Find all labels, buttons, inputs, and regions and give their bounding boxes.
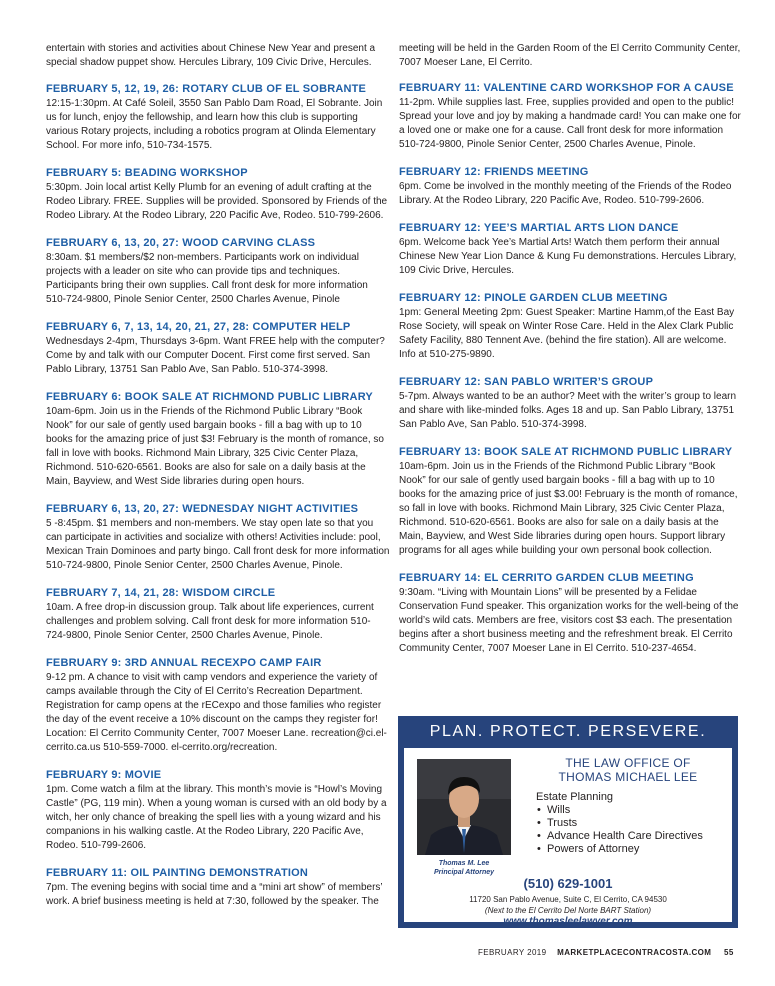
event-title: FEBRUARY 13: BOOK SALE AT RICHMOND PUBLIC LIBRARY: [399, 446, 733, 458]
event-title: FEBRUARY 11: VALENTINE CARD WORKSHOP FOR A CAUSE: [399, 82, 734, 94]
event-item: [46, 82, 390, 153]
event-description: 5-7pm. Always wanted to be an author? Meet with the writer’s group to learn and share with like-minded folks. Ages 18 and up. San Pablo Library, 13751 San Pablo Ave, San Pablo. 510-374-3998.: [399, 391, 737, 430]
event-item: [399, 291, 743, 362]
event-item: [399, 571, 743, 656]
attorney-photo: [417, 759, 511, 855]
event-title: FEBRUARY 14: EL CERRITO GARDEN CLUB MEETING: [399, 572, 694, 584]
event-item: [399, 375, 743, 432]
services-list: [536, 791, 731, 856]
right-column: [399, 42, 743, 669]
event-title: FEBRUARY 12: YEE’S MARTIAL ARTS LION DANCE: [399, 222, 679, 234]
event-title: FEBRUARY 5, 12, 19, 26: ROTARY CLUB OF EL SOBRANTE: [46, 83, 367, 95]
event-title: FEBRUARY 9: 3RD ANNUAL RECEXPO CAMP FAIR: [46, 657, 322, 669]
attorney-title: Principal Attorney: [433, 869, 495, 876]
event-item: [46, 866, 390, 909]
service-item: • Advance Health Care Directives: [547, 830, 731, 843]
service-item: • Wills: [547, 804, 731, 817]
event-item: [46, 768, 390, 853]
event-item: [399, 445, 743, 558]
event-item: [46, 586, 390, 643]
event-description: Wednesdays 2-4pm, Thursdays 3-6pm. Want FREE help with the computer? Come by and talk with our Computer Docent. First come first served. San Pablo Library, 13751 San Pablo Ave, San Pablo. 510-374-3998.: [46, 336, 385, 375]
event-description: 6pm. Welcome back Yee’s Martial Arts! Watch them perform their annual Chinese New Year Lion Dance & Kung Fu demonstrations. Hercules Library, 109 Civic Drive, Hercules.: [399, 237, 737, 276]
event-description: 1pm: General Meeting 2pm: Guest Speaker: Martine Hamm,of the East Bay Rose Society, will speak on Winter Rose Care. Held in the Alex Clark Public Safety Facility, 880 Tennent Ave. (behind the fire station). All are welcome. Info at 510-275-9890.: [399, 307, 735, 360]
event-description: 5 -8:45pm. $1 members and non-members. We stay open late so that you can participate in activities and socialize with others! Activities include: pool, Mexican Train Dominoes and party bingo. Call front desk for more information 510-724-9800, Pinole Senior Center, 2500 Charles Avenue, Pinole.: [46, 518, 390, 571]
issue-date: FEBRUARY 2019: [478, 948, 547, 957]
continued-text: entertain with stories and activities about Chinese New Year and present a special shadow puppet show. Hercules Library, 109 Civic Drive, Hercules.: [46, 43, 376, 68]
publication-site: MARKETPLACECONTRACOSTA.COM: [557, 948, 712, 957]
event-title: FEBRUARY 6, 13, 20, 27: WOOD CARVING CLASS: [46, 237, 316, 249]
event-item: [46, 166, 390, 223]
event-title: FEBRUARY 9: MOVIE: [46, 769, 162, 781]
phone-number: (510) 629-1001: [523, 876, 613, 891]
event-item: [46, 656, 390, 755]
event-title: FEBRUARY 12: SAN PABLO WRITER’S GROUP: [399, 376, 654, 388]
firm-name-line-1: THE LAW OFFICE OF: [565, 756, 691, 770]
event-description: 9:30am. “Living with Mountain Lions” will be presented by a Felidae Conservation Fund speaker. This organization works for the well-being of the world’s wild cats. Members are free, visitors cost $3 each. The presentation begins after a short business meeting and the refreshment break. El Cerrito Community Center, 7007 Moeser Lane in El Cerrito. 510-237-4654.: [399, 587, 739, 654]
event-title: FEBRUARY 5: BEADING WORKSHOP: [46, 167, 248, 179]
event-item: [399, 221, 743, 278]
event-item: [399, 165, 743, 208]
left-column: [46, 42, 390, 922]
event-item: [46, 320, 390, 377]
office-address: 11720 San Pablo Avenue, Suite C, El Cerrito, CA 94530: [469, 895, 667, 904]
event-item: [46, 236, 390, 307]
continued-text: meeting will be held in the Garden Room of the El Cerrito Community Center, 7007 Moeser Lane, El Cerrito.: [399, 43, 741, 68]
law-office-advertisement: [398, 716, 738, 928]
left-event-list: [46, 82, 390, 909]
event-description: 6pm. Come be involved in the monthly meeting of the Friends of the Rodeo Library. At the Rodeo Library, 220 Pacific Ave, Rodeo. 510-799-2606.: [399, 181, 732, 206]
event-title: FEBRUARY 6, 13, 20, 27: WEDNESDAY NIGHT ACTIVITIES: [46, 503, 359, 515]
event-title: FEBRUARY 7, 14, 21, 28: WISDOM CIRCLE: [46, 587, 276, 599]
service-item: • Powers of Attorney: [547, 843, 731, 856]
event-description: 10am-6pm. Join us in the Friends of the Richmond Public Library “Book Nook” for our sale of gently used bargain books - fill a bag with up to 10 books for the amazing price of just $3! February is the month of romance, so fall in love with books. Richmond Main Library, 325 Civic Center Plaza, Richmond. 510-620-6561. Books are also for sale on a daily basis at the Main, Bayview, and West Side libraries during open hours.: [46, 406, 384, 487]
event-description: 9-12 pm. A chance to visit with camp vendors and experience the variety of camps available through the City of El Cerrito’s Recreation Department. Registration for camp opens at the rECexpo and those families who register the day of the event receive a 10% discount on the camps they register for! Location: El Cerrito Community Center, 7007 Moeser Lane. recreation@ci.el-cerrito.ca.us 510-559-7000. el-cerrito.org/recreation.: [46, 672, 387, 753]
event-title: FEBRUARY 12: PINOLE GARDEN CLUB MEETING: [399, 292, 668, 304]
attorney-portrait-icon: [417, 759, 511, 855]
event-description: 5:30pm. Join local artist Kelly Plumb for an evening of adult crafting at the Rodeo Library. FREE. Supplies will be provided. Sponsored by Friends of the Rodeo Library. At the Rodeo Library, 220 Pacific Ave, Rodeo. 510-799-2606.: [46, 182, 388, 221]
event-title: FEBRUARY 6, 7, 13, 14, 20, 21, 27, 28: COMPUTER HELP: [46, 321, 351, 333]
event-description: 11-2pm. While supplies last. Free, supplies provided and open to the public! Spread your love and joy by making a handmade card! You can make one for a loved one or make one for a cause. Call front desk for more information 510-724-9800, Pinole Senior Center, 2500 Charles Avenue, Pinole.: [399, 97, 741, 150]
event-title: FEBRUARY 11: OIL PAINTING DEMONSTRATION: [46, 867, 309, 879]
event-item: [399, 81, 743, 152]
photo-caption: [412, 859, 516, 877]
ad-content-panel: [404, 748, 732, 927]
page-footer: [478, 948, 740, 957]
website-link[interactable]: www.thomasleelawyer.com: [503, 916, 633, 927]
event-description: 7pm. The evening begins with social time and a “mini art show” of members’ work. A brief business meeting is held at 7:30, followed by the speaker. The: [46, 882, 383, 907]
event-description: 8:30am. $1 members/$2 non-members. Participants work on individual projects with a leader on site who can provide tips and techniques. Participants bring their own supplies. Call front desk for more information 510-724-9800, Pinole Senior Center, 2500 Charles Avenue, Pinole: [46, 252, 368, 305]
event-description: 10am-6pm. Join us in the Friends of the Richmond Public Library “Book Nook” for our sale of gently used bargain books - fill a bag with up to 10 books for the amazing price of just $3.00! February is the month of romance, so fall in love with books. Richmond Main Library, 325 Civic Center Plaza, Richmond. 510-620-6561. Books are also for sale on a daily basis at the Main, Bayview, and West Side libraries during open hours. Support library programs for all ages while building your own personal book collection.: [399, 461, 738, 556]
event-title: FEBRUARY 12: FRIENDS MEETING: [399, 166, 589, 178]
address-note: (Next to the El Cerrito Del Norte BART Station): [484, 906, 652, 915]
event-item: [46, 502, 390, 573]
services-heading: Estate Planning: [536, 791, 614, 803]
firm-name: [528, 756, 728, 784]
attorney-name: Thomas M. Lee: [438, 860, 490, 867]
firm-name-line-2: THOMAS MICHAEL LEE: [558, 770, 698, 784]
event-description: 1pm. Come watch a film at the library. This month’s movie is “Howl’s Moving Castle” (PG, 119 min). When a young woman is cursed with an old body by a witch, her only chance of breaking the spell lies with a young wizard and his companions in his walking castle. At the Rodeo Library, 220 Pacific Ave, Rodeo. 510-799-2606.: [46, 784, 387, 851]
event-item: [46, 390, 390, 489]
page-number: 55: [724, 948, 734, 957]
event-title: FEBRUARY 6: BOOK SALE AT RICHMOND PUBLIC LIBRARY: [46, 391, 373, 403]
event-description: 12:15-1:30pm. At Café Soleil, 3550 San Pablo Dam Road, El Sobrante. Join us for lunch, enjoy the fellowship, and learn how this club is supporting various Rotary projects, including a robotics program at Olinda Elementary School. For more info, 510-734-1575.: [46, 98, 383, 151]
ad-banner-slogan: PLAN. PROTECT. PERSEVERE.: [429, 723, 707, 740]
right-event-list: [399, 81, 743, 656]
event-description: 10am. A free drop-in discussion group. Talk about life experiences, current challenges and problem solving. Call front desk for more information 510-724-9800, Pinole Senior Center, 2500 Charles Avenue, Pinole.: [46, 602, 374, 641]
service-item: • Trusts: [547, 817, 731, 830]
